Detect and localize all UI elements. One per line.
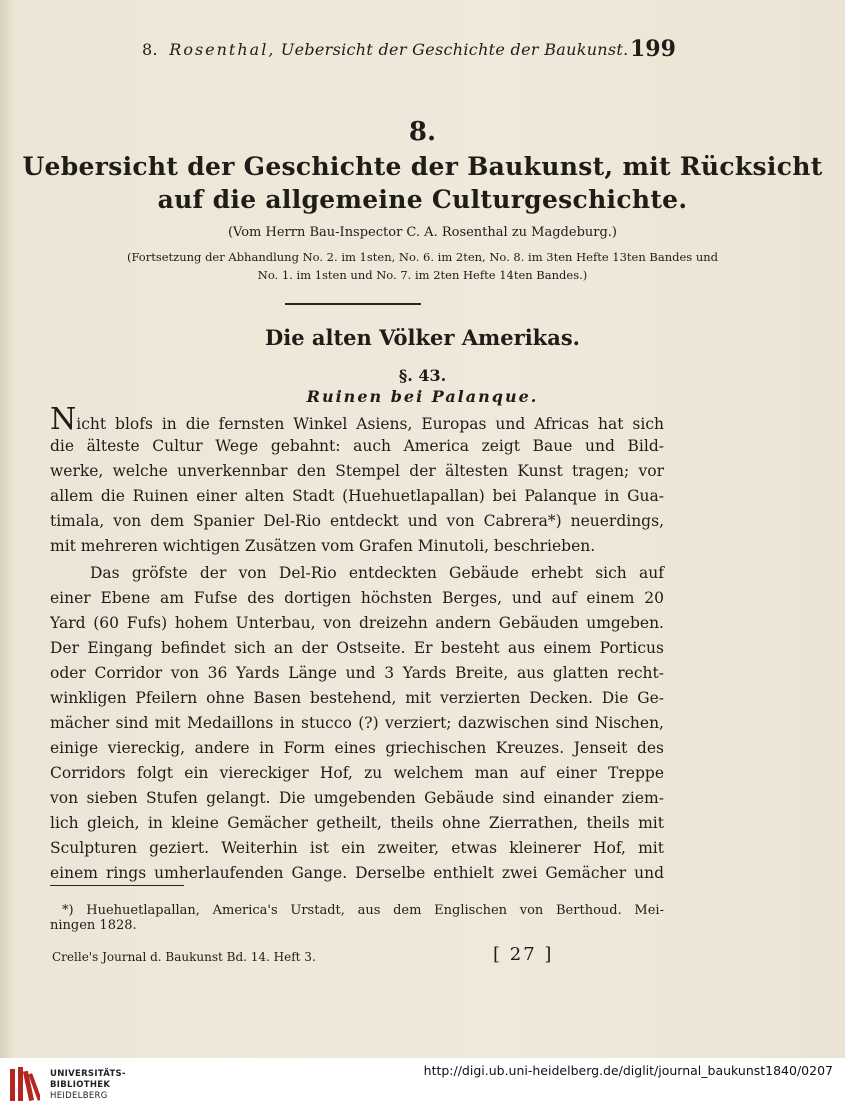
body-line: einige viereckig, andere in Form eines griechischen Kreuzes. Jenseit des (50, 739, 664, 757)
body-line: Sculpturen geziert. Weiterhin ist ein zweiter, etwas kleinerer Hof, mit (50, 839, 664, 857)
source-url-link[interactable]: http://digi.ub.uni-heidelberg.de/diglit/journal_baukunst1840/0207 (423, 1063, 833, 1078)
body-line: allem die Ruinen einer alten Stadt (Huehuetlapallan) bei Palanque in Gua- (50, 487, 664, 505)
body-line: Der Eingang befindet sich an der Ostseite. Er besteht aus einem Porticus (50, 639, 664, 657)
body-line: lich gleich, in kleine Gemächer getheilt, theils ohne Zierrathen, theils mit (50, 814, 664, 832)
article-title-line-1: Uebersicht der Geschichte der Baukunst, mit Rücksicht (22, 152, 823, 181)
title-divider (285, 303, 421, 305)
running-header (142, 40, 629, 59)
paragraph-number: §. 43. (398, 366, 447, 385)
university-library-logo-icon (8, 1065, 40, 1105)
body-line: einem rings umherlaufenden Gange. Derselbe enthielt zwei Gemächer und (50, 864, 664, 882)
footnote-line-2: ningen 1828. (50, 918, 137, 933)
library-footer (0, 1058, 845, 1112)
header-number: 8. (142, 40, 158, 59)
library-name-line-2: BIBLIOTHEK (50, 1080, 111, 1090)
body-line: die älteste Cultur Wege gebahnt: auch America zeigt Baue und Bild- (50, 437, 664, 455)
journal-reference: Crelle's Journal d. Baukunst Bd. 14. Heft 3. (52, 950, 316, 964)
body-line: Nicht blofs in die fernsten Winkel Asiens, Europas und Africas hat sich (50, 402, 664, 437)
body-line: winkligen Pfeilern ohne Basen bestehend, mit verzierten Decken. Die Ge- (50, 689, 664, 707)
body-line: Corridors folgt ein viereckiger Hof, zu welchem man auf einer Treppe (50, 764, 664, 782)
header-title: Uebersicht der Geschichte der Baukunst. (280, 40, 629, 59)
section-number: 8. (408, 117, 437, 147)
continuation-note-line-2: No. 1. im 1sten und No. 7. im 2ten Hefte 14ten Bandes.) (257, 268, 588, 282)
library-name-line-1: UNIVERSITÄTS- (50, 1069, 126, 1079)
body-line: von sieben Stufen gelangt. Die umgebenden Gebäude sind einander ziem- (50, 789, 664, 807)
body-line: einer Ebene am Fufse des dortigen höchsten Berges, und auf einem 20 (50, 589, 664, 607)
continuation-note-line-1: (Fortsetzung der Abhandlung No. 2. im 1sten, No. 6. im 2ten, No. 8. im 3ten Hefte 13ten Bandes und (126, 250, 719, 264)
body-line: timala, von dem Spanier Del-Rio entdeckt und von Cabrera*) neuerdings, (50, 512, 664, 530)
page-number: 199 (630, 36, 676, 62)
body-line: mit mehreren wichtigen Zusätzen vom Grafen Minutoli, beschrieben. (50, 537, 596, 555)
drop-cap: N (50, 402, 77, 437)
body-line: Yard (60 Fufs) hohem Unterbau, von dreizehn andern Gebäuden umgeben. (50, 614, 664, 632)
library-name-line-3: HEIDELBERG (50, 1091, 108, 1101)
author-line: (Vom Herrn Bau-Inspector C. A. Rosenthal zu Magdeburg.) (227, 225, 618, 240)
signature-mark: [ 27 ] (493, 944, 554, 965)
footnote-divider (50, 885, 184, 886)
header-author: Rosenthal, (169, 40, 276, 59)
body-line: werke, welche unverkennbar den Stempel der ältesten Kunst tragen; vor (50, 462, 664, 480)
chapter-subtitle: Die alten Völker Amerikas. (265, 325, 580, 350)
body-line: Das gröfste der von Del-Rio entdeckten Gebäude erhebt sich auf (90, 564, 664, 582)
article-title-line-2: auf die allgemeine Culturgeschichte. (157, 185, 688, 214)
paragraph-title: Ruinen bei Palanque. (306, 387, 539, 406)
body-line: oder Corridor von 36 Yards Länge und 3 Yards Breite, aus glatten recht- (50, 664, 664, 682)
footnote-line-1: *) Huehuetlapallan, America's Urstadt, aus dem Englischen von Berthoud. Mei- (62, 903, 664, 918)
body-line: mächer sind mit Medaillons in stucco (?) verziert; dazwischen sind Nischen, (50, 714, 664, 732)
